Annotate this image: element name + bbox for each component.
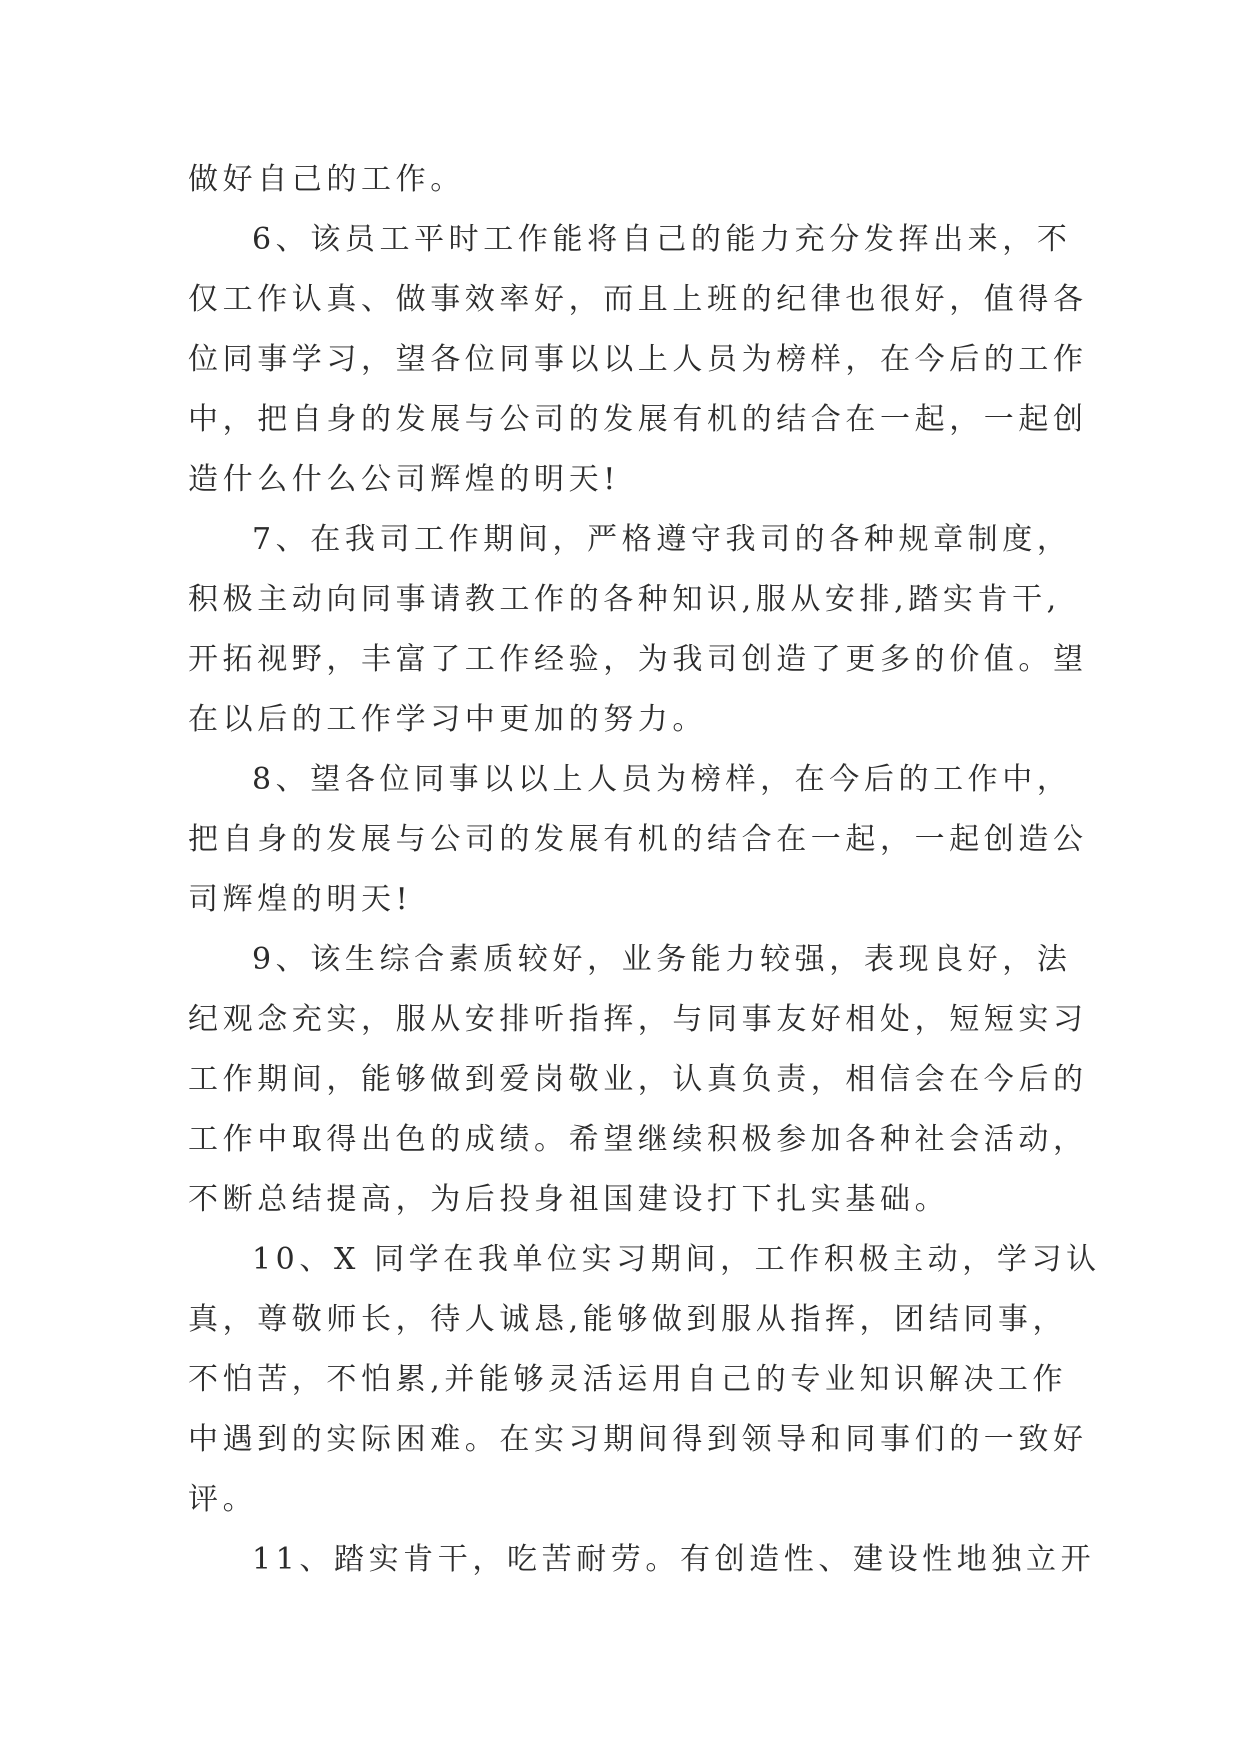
text-line: 造什么什么公司辉煌的明天! [188,462,620,497]
text-line: 工作中取得出色的成绩。希望继续积极参加各种社会活动， [188,1122,1088,1157]
text-line: 8、望各位同事以以上人员为榜样，在今后的工作中， [252,762,1072,797]
text-line: 在以后的工作学习中更加的努力。 [188,702,707,737]
text-line: 司辉煌的明天! [188,882,413,917]
text-line: 工作期间，能够做到爱岗敬业，认真负责，相信会在今后的 [188,1062,1088,1097]
text-line: 10、X 同学在我单位实习期间，工作积极主动，学习认 [252,1242,1101,1277]
text-line: 把自身的发展与公司的发展有机的结合在一起，一起创造公 [188,822,1088,857]
text-line: 11、踏实肯干，吃苦耐劳。有创造性、建设性地独立开 [252,1542,1096,1577]
text-line: 积极主动向同事请教工作的各种知识,服从安排,踏实肯干, [188,582,1061,617]
text-line: 7、在我司工作期间，严格遵守我司的各种规章制度， [252,522,1072,557]
text-line: 真，尊敬师长，待人诚恳,能够做到服从指挥，团结同事， [188,1302,1068,1337]
text-line: 中遇到的实际困难。在实习期间得到领导和同事们的一致好 [188,1422,1088,1457]
text-line: 9、该生综合素质较好，业务能力较强，表现良好，法 [252,942,1072,977]
text-line: 评。 [188,1482,258,1517]
text-line: 中，把自身的发展与公司的发展有机的结合在一起，一起创 [188,402,1088,437]
text-line: 不怕苦，不怕累,并能够灵活运用自己的专业知识解决工作 [188,1362,1068,1397]
text-line: 仅工作认真、做事效率好，而且上班的纪律也很好，值得各 [188,282,1088,317]
text-line: 纪观念充实，服从安排听指挥，与同事友好相处，短短实习 [188,1002,1088,1037]
text-line: 位同事学习，望各位同事以以上人员为榜样，在今后的工作 [188,342,1088,377]
text-line: 不断总结提高，为后投身祖国建设打下扎实基础。 [188,1182,950,1217]
text-line: 开拓视野，丰富了工作经验，为我司创造了更多的价值。望 [188,642,1088,677]
text-line: 做好自己的工作。 [188,162,465,197]
document-page [188,150,1101,1590]
text-line: 6、该员工平时工作能将自己的能力充分发挥出来，不 [252,222,1072,257]
